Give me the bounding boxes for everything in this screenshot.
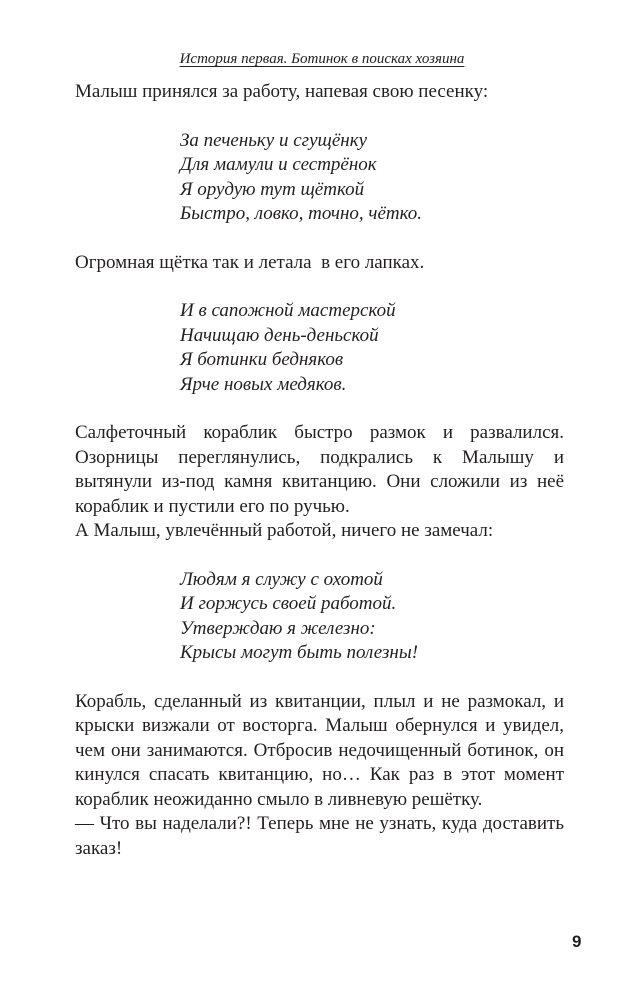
paragraph: — Что вы наделали?! Теперь мне не узнать, куда доставить заказ! — [75, 813, 564, 859]
poem-line: Ярче новых медяков. — [180, 373, 347, 395]
poem-line: Для мамули и сестрёнок — [180, 154, 377, 175]
poem-line: Начищаю день-деньской — [180, 324, 379, 346]
poem-line: Утверждаю я железно: — [180, 617, 376, 639]
paragraph: Салфеточный кораблик быстро размок и развалился. Озорницы переглянулись, подкрались к Малышу и вытянули из-под камня квитанцию. Они сложили из неё кораблик и пустили его по ручью. — [75, 422, 564, 517]
poem-line: Я ботинки бедняков — [180, 349, 344, 370]
poem-stanza — [180, 129, 564, 227]
paragraph: А Малыш, увлечённый работой, ничего не замечал: — [75, 520, 494, 541]
poem-line: Я орудую тут щёткой — [180, 178, 365, 200]
page-body — [75, 80, 564, 861]
poem-line: Людям я служу с охотой — [180, 568, 383, 590]
paragraph: Огромная щётка так и летала в его лапках. — [75, 251, 425, 273]
paragraph: Малыш принялся за работу, напевая свою песенку: — [75, 81, 489, 102]
poem-stanza — [180, 299, 564, 397]
poem-line: Быстро, ловко, точно, чётко. — [180, 203, 423, 224]
poem-line: Крысы могут быть полезны! — [180, 642, 419, 663]
paragraph: Корабль, сделанный из квитанции, плыл и не размокал, и крыски визжали от восторга. Малыш обернулся и увидел, чем они занимаются. Отбросив недочищенный ботинок, он кинулся спасать квитанцию, но… Как раз в этот момент кораблик неожиданно смыло в ливневую решётку. — [75, 690, 564, 810]
poem-line: И в сапожной мастерской — [180, 300, 396, 321]
page-number: 9 — [572, 932, 582, 951]
running-header-text: История первая. Ботинок в поисках хозяина — [179, 51, 465, 67]
running-header — [0, 50, 644, 68]
poem-line: И горжусь своей работой. — [180, 593, 397, 614]
poem-line: За печеньку и сгущёнку — [180, 129, 368, 151]
poem-stanza — [180, 568, 564, 666]
